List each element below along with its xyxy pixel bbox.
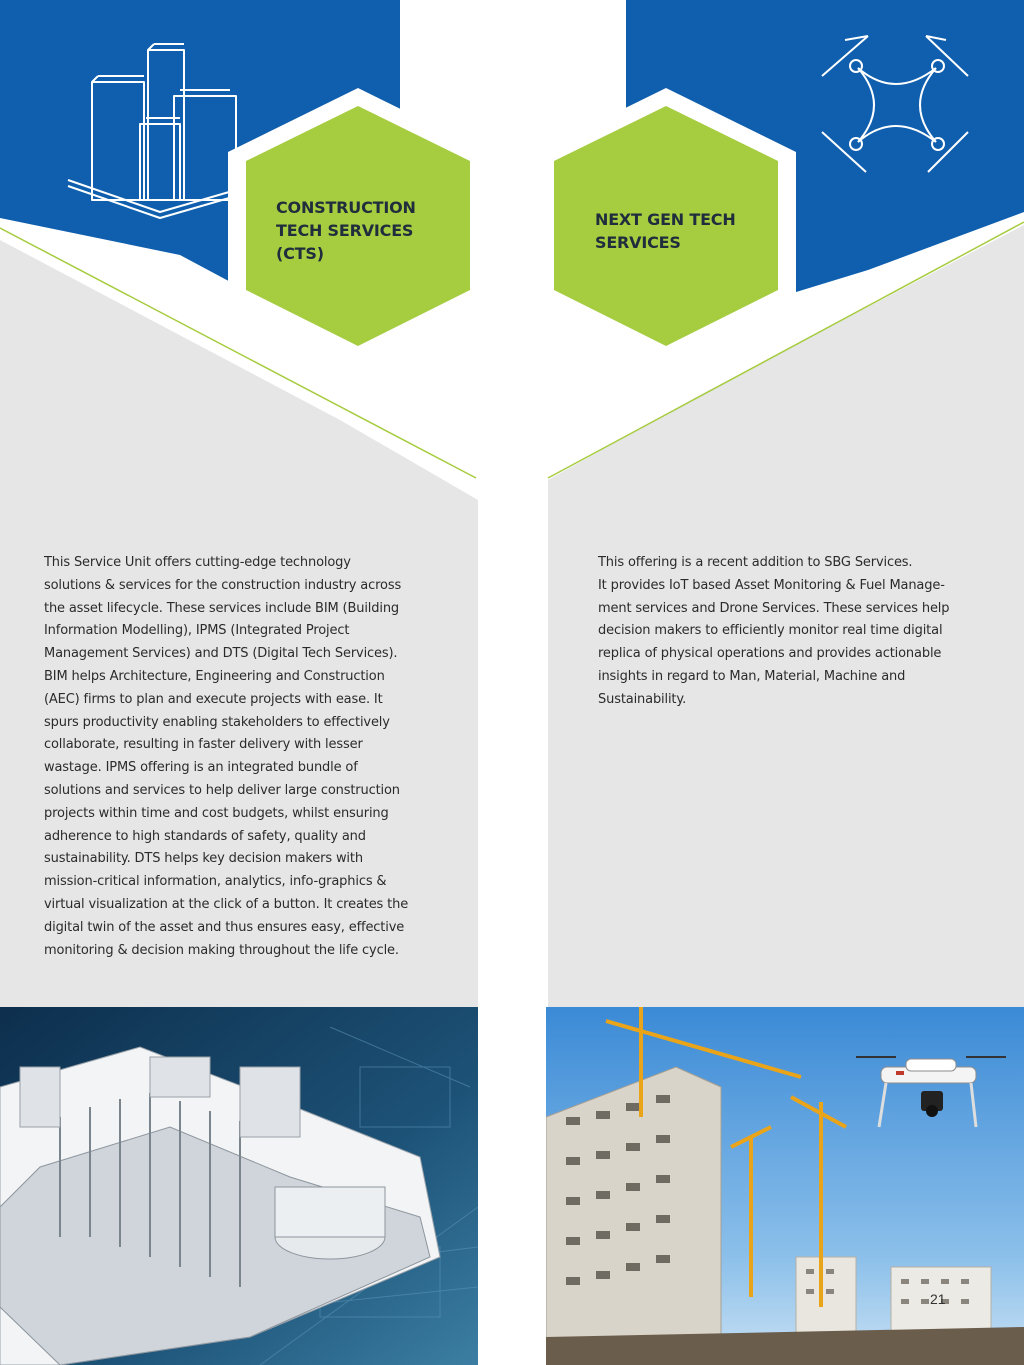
next-gen-description-line: ment services and Drone Services. These services help bbox=[598, 600, 950, 616]
cts-title bbox=[276, 196, 416, 265]
cts-description-line: wastage. IPMS offering is an integrated bundle of bbox=[44, 760, 358, 776]
cts-description-line: solutions and services to help deliver large construction bbox=[44, 782, 400, 798]
next-gen-description-line: It provides IoT based Asset Monitoring & Fuel Manage- bbox=[598, 577, 945, 593]
cts-title-line: TECH SERVICES bbox=[276, 221, 414, 240]
page-number: 21 bbox=[930, 1291, 946, 1307]
cts-description-line: Management Services) and DTS (Digital Tech Services). bbox=[44, 646, 398, 662]
cts-description-line: adherence to high standards of safety, quality and bbox=[44, 828, 366, 844]
cts-description bbox=[44, 552, 408, 962]
cts-description-line: projects within time and cost budgets, whilst ensuring bbox=[44, 805, 389, 821]
cts-title-line: CONSTRUCTION bbox=[276, 198, 416, 217]
next-gen-description-line: insights in regard to Man, Material, Machine and bbox=[598, 668, 906, 684]
cts-description-line: collaborate, resulting in faster delivery with lesser bbox=[44, 737, 363, 753]
cts-title-line: (CTS) bbox=[276, 244, 324, 263]
next-gen-description-line: Sustainability. bbox=[598, 691, 687, 707]
next-gen-title bbox=[595, 208, 736, 254]
construction-site-drone-image bbox=[546, 1007, 1024, 1365]
architectural-model-image bbox=[0, 1007, 478, 1365]
cts-description-line: solutions & services for the construction industry across bbox=[44, 577, 402, 593]
cts-description-line: the asset lifecycle. These services include BIM (Building bbox=[44, 600, 400, 616]
next-gen-title-line: SERVICES bbox=[595, 233, 681, 252]
cts-description-line: This Service Unit offers cutting-edge technology bbox=[44, 555, 351, 570]
cts-description-line: sustainability. DTS helps key decision makers with bbox=[44, 851, 363, 867]
next-gen-description-line: This offering is a recent addition to SBG Services. bbox=[598, 555, 913, 570]
cts-description-line: (AEC) firms to plan and execute projects with ease. It bbox=[44, 691, 383, 707]
cts-description-line: spurs productivity enabling stakeholders to effectively bbox=[44, 714, 390, 730]
next-gen-description-line: decision makers to efficiently monitor real time digital bbox=[598, 623, 943, 639]
cts-description-line: mission-critical information, analytics, info-graphics & bbox=[44, 874, 387, 890]
cts-description-line: digital twin of the asset and thus ensures easy, effective bbox=[44, 919, 405, 935]
next-gen-description-line: replica of physical operations and provides actionable bbox=[598, 646, 942, 662]
next-gen-description bbox=[598, 552, 949, 712]
next-gen-title-line: NEXT GEN TECH bbox=[595, 210, 736, 229]
cts-description-line: BIM helps Architecture, Engineering and Construction bbox=[44, 668, 385, 684]
cts-description-line: monitoring & decision making throughout the life cycle. bbox=[44, 942, 399, 958]
cts-description-line: virtual visualization at the click of a button. It creates the bbox=[44, 896, 409, 912]
cts-description-line: Information Modelling), IPMS (Integrated Project bbox=[44, 623, 350, 639]
